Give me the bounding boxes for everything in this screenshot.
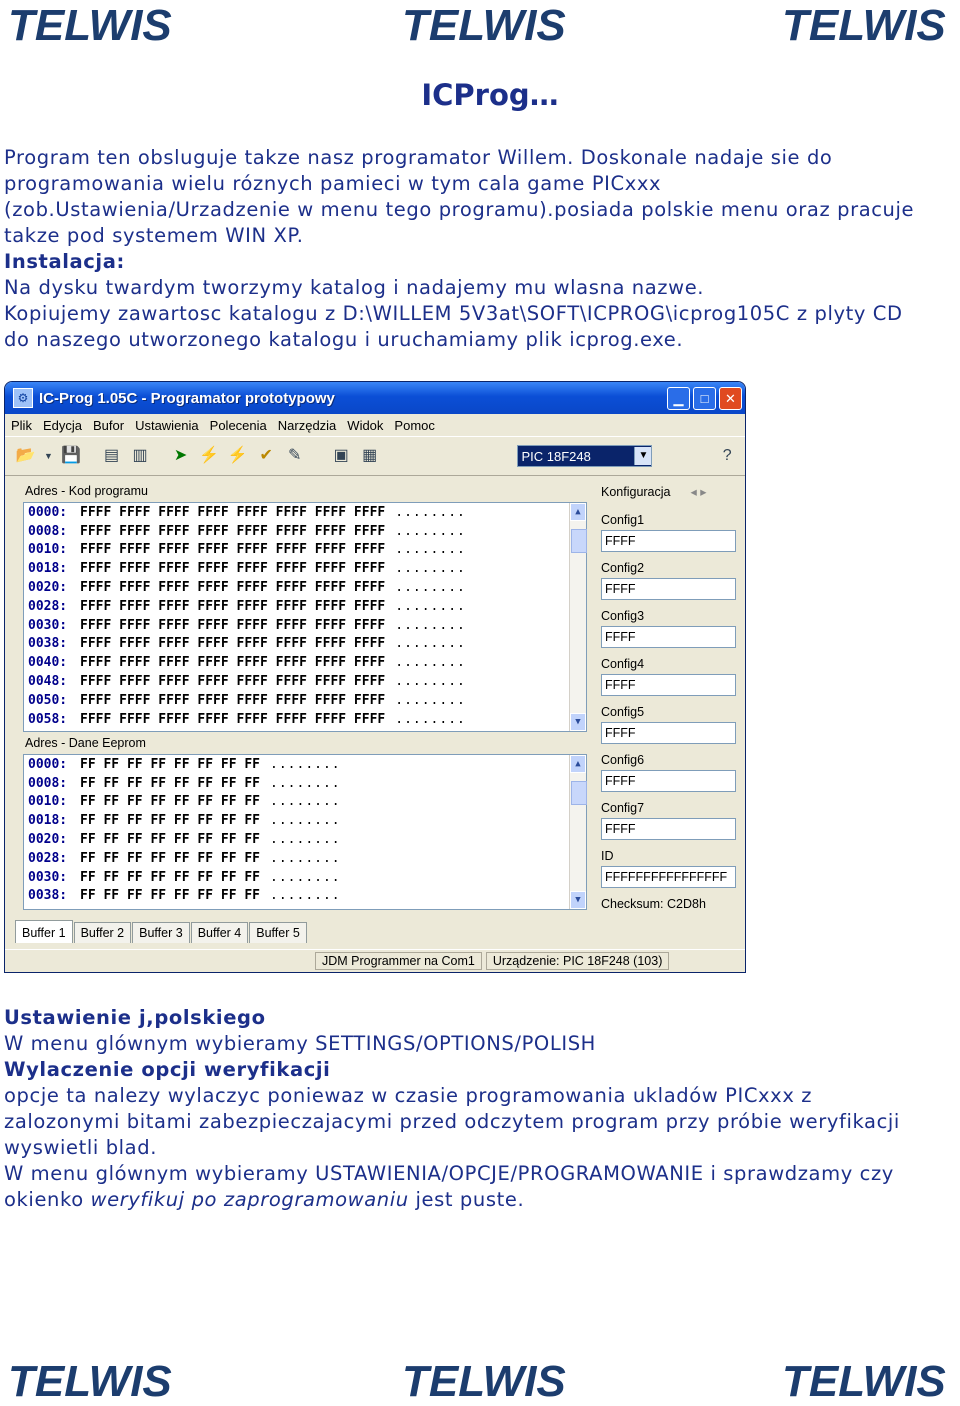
config-label: Config7	[601, 801, 645, 815]
device-select[interactable]	[517, 445, 652, 467]
row-data: FFFF FFFF FFFF FFFF FFFF FFFF FFFF FFFF	[80, 711, 386, 727]
row-address: 0048:	[28, 674, 68, 690]
config-label: ID	[601, 849, 614, 863]
row-address: 0008:	[28, 775, 68, 791]
row-ascii: ........	[270, 832, 341, 848]
read-chip-icon[interactable]: ▤	[104, 447, 120, 464]
scroll-down-icon[interactable]: ▼	[570, 891, 586, 909]
read-icon[interactable]: ➤	[173, 447, 188, 464]
scroll-down-icon[interactable]: ▼	[570, 713, 586, 731]
config-field[interactable]: FFFF	[601, 626, 736, 648]
table-row	[24, 793, 586, 812]
row-address: 0030:	[28, 617, 68, 633]
code-scrollbar[interactable]	[569, 503, 586, 731]
scroll-thumb[interactable]	[571, 529, 587, 553]
row-address: 0040:	[28, 655, 68, 671]
row-address: 0000:	[28, 504, 68, 520]
intro-line: (zob.Ustawienia/Urzadzenie w menu tego programu).posiada polskie menu oraz pracuje	[4, 198, 915, 221]
config-field[interactable]: FFFF	[601, 722, 736, 744]
row-ascii: ........	[395, 504, 466, 520]
row-address: 0038:	[28, 888, 68, 904]
table-row	[24, 868, 586, 887]
verify-line: opcje ta nalezy wylaczyc poniewaz w czasie programowania ukladów PICxxx z	[4, 1084, 813, 1107]
verify-line: W menu glównym wybieramy USTAWIENIA/OPCJE/PROGRAMOWANIE i sprawdzamy czy	[4, 1162, 894, 1185]
row-address: 0028:	[28, 598, 68, 614]
status-programmer: JDM Programmer na Com1	[315, 952, 482, 970]
row-address: 0010:	[28, 794, 68, 810]
row-data: FFFF FFFF FFFF FFFF FFFF FFFF FFFF FFFF	[80, 523, 386, 539]
checksum-label: Checksum: C2D8h	[601, 897, 706, 911]
row-ascii: ........	[395, 598, 466, 614]
verify-icon[interactable]: ✔	[259, 447, 273, 464]
install-line: Na dysku twardym tworzymy katalog i nadajemy mu wlasna nazwe.	[4, 276, 705, 299]
row-ascii: ........	[270, 756, 341, 772]
row-ascii: ........	[395, 636, 466, 652]
app-icon: ⚙	[13, 388, 33, 408]
intro-line: programowania wielu róznych pamieci w tym cala game PICxxx	[4, 172, 662, 195]
row-data: FF FF FF FF FF FF FF FF	[80, 756, 261, 772]
row-address: 0028:	[28, 850, 68, 866]
table-row	[24, 691, 586, 710]
row-data: FFFF FFFF FFFF FFFF FFFF FFFF FFFF FFFF	[80, 636, 386, 652]
row-data: FF FF FF FF FF FF FF FF	[80, 888, 261, 904]
lang-heading: Ustawienie j,polskiego	[4, 1006, 266, 1029]
open-folder-icon[interactable]: 📂	[15, 447, 36, 464]
buffer-tabs	[15, 922, 308, 943]
scroll-up-icon[interactable]: ▲	[570, 503, 586, 521]
row-data: FFFF FFFF FFFF FFFF FFFF FFFF FFFF FFFF	[80, 598, 386, 614]
brand-logo-left-footer: TELWIS	[8, 1357, 172, 1406]
table-row	[24, 887, 586, 906]
config-panel-label	[601, 482, 736, 502]
chevron-down-icon[interactable]: ▼	[634, 447, 651, 465]
row-ascii: ........	[395, 580, 466, 596]
row-ascii: ........	[395, 523, 466, 539]
row-ascii: ........	[270, 813, 341, 829]
row-address: 0000:	[28, 756, 68, 772]
row-address: 0010:	[28, 542, 68, 558]
config-field[interactable]: FFFFFFFFFFFFFFFF	[601, 866, 736, 888]
table-row	[24, 710, 586, 729]
eeprom-grid[interactable]	[23, 754, 587, 910]
menu-pomoc[interactable]: Pomoc	[394, 417, 435, 433]
view-hex-icon[interactable]: ▣	[333, 447, 349, 464]
config-title: Konfiguracja	[601, 485, 671, 499]
row-ascii: ........	[270, 794, 341, 810]
config-label: Config4	[601, 657, 645, 671]
brand-logo-right-footer: TELWIS	[782, 1357, 946, 1406]
last-line-italic: weryfikuj po zaprogramowaniu	[90, 1188, 409, 1211]
window-titlebar[interactable]	[5, 382, 745, 414]
row-data: FFFF FFFF FFFF FFFF FFFF FFFF FFFF FFFF	[80, 655, 386, 671]
row-ascii: ........	[395, 561, 466, 577]
row-data: FF FF FF FF FF FF FF FF	[80, 850, 261, 866]
view-asm-icon[interactable]: ▦	[362, 447, 378, 464]
verify-line: wyswietli blad.	[4, 1136, 158, 1159]
last-line-pre: okienko	[4, 1188, 91, 1211]
table-row	[24, 635, 586, 654]
config-label: Config3	[601, 609, 645, 623]
close-icon[interactable]: ✕	[719, 387, 742, 410]
erase-icon[interactable]: ⚡	[227, 447, 248, 464]
brand-logo-left: TELWIS	[8, 1, 172, 50]
row-address: 0050:	[28, 692, 68, 708]
row-data: FF FF FF FF FF FF FF FF	[80, 794, 261, 810]
tab-buffer-4[interactable]: Buffer 4	[191, 922, 249, 943]
row-ascii: ........	[270, 850, 341, 866]
table-row	[24, 755, 586, 774]
row-address: 0020:	[28, 580, 68, 596]
table-row	[24, 522, 586, 541]
config-field[interactable]: FFFF	[601, 770, 736, 792]
row-address: 0020:	[28, 832, 68, 848]
menu-edycja[interactable]: Edycja	[42, 417, 82, 433]
minimize-icon[interactable]: ▁	[667, 387, 690, 410]
table-row	[24, 672, 586, 691]
brand-logo-center-footer: TELWIS	[402, 1357, 566, 1406]
install-line: do naszego utworzonego katalogu i uruchamiamy plik icprog.exe.	[4, 328, 684, 351]
row-ascii: ........	[395, 655, 466, 671]
code-grid[interactable]	[23, 502, 587, 732]
blank-check-icon[interactable]: ✎	[287, 447, 302, 464]
row-address: 0058:	[28, 711, 68, 727]
program-icon[interactable]: ⚡	[199, 447, 220, 464]
brand-logo-right: TELWIS	[782, 1, 946, 50]
last-line-post: jest puste.	[408, 1188, 525, 1211]
settings-section	[4, 1005, 960, 1213]
row-data: FF FF FF FF FF FF FF FF	[80, 813, 261, 829]
table-row	[24, 559, 586, 578]
row-data: FFFF FFFF FFFF FFFF FFFF FFFF FFFF FFFF	[80, 561, 386, 577]
intro-line: Program ten obsluguje takze nasz programator Willem. Doskonale nadaje sie do	[4, 146, 833, 169]
config-label: Config1	[601, 513, 645, 527]
row-address: 0018:	[28, 561, 68, 577]
menu-widok[interactable]: Widok	[347, 417, 384, 433]
row-ascii: ........	[395, 711, 466, 727]
icprog-window	[4, 381, 746, 973]
device-select-value: PIC 18F248	[521, 448, 591, 464]
menu-ustawienia[interactable]: Ustawienia	[135, 417, 199, 433]
table-row	[24, 653, 586, 672]
scroll-up-icon[interactable]: ▲	[570, 755, 586, 773]
code-panel-label: Adres - Kod programu	[25, 484, 148, 498]
table-row	[24, 503, 586, 522]
help-icon[interactable]: ?	[722, 447, 732, 464]
install-line: Kopiujemy zawartosc katalogu z D:\WILLEM 5V3at\SOFT\ICPROG\icprog105C z plyty CD	[4, 302, 903, 325]
menu-bar	[5, 414, 745, 436]
row-data: FFFF FFFF FFFF FFFF FFFF FFFF FFFF FFFF	[80, 617, 386, 633]
tab-buffer-1[interactable]: Buffer 1	[15, 920, 73, 943]
row-data: FFFF FFFF FFFF FFFF FFFF FFFF FFFF FFFF	[80, 542, 386, 558]
table-row	[24, 597, 586, 616]
config-field[interactable]: FFFF	[601, 674, 736, 696]
dropdown-arrow-icon[interactable]: ▼	[43, 451, 53, 461]
eeprom-scrollbar[interactable]	[569, 755, 586, 909]
row-data: FFFF FFFF FFFF FFFF FFFF FFFF FFFF FFFF	[80, 692, 386, 708]
install-heading: Instalacja:	[4, 250, 125, 273]
row-data: FF FF FF FF FF FF FF FF	[80, 869, 261, 885]
row-ascii: ........	[395, 617, 466, 633]
brand-logo-center: TELWIS	[402, 1, 566, 50]
chevron-left-right-icon[interactable]: ◂ ▸	[690, 485, 707, 499]
config-panel	[601, 482, 736, 914]
intro-line: takze pod systemem WIN XP.	[4, 224, 304, 247]
tab-buffer-5[interactable]: Buffer 5	[249, 922, 307, 943]
row-ascii: ........	[270, 869, 341, 885]
config-label: Config5	[601, 705, 645, 719]
config-field[interactable]: FFFF	[601, 818, 736, 840]
lang-line: W menu glównym wybieramy SETTINGS/OPTIONS/POLISH	[4, 1032, 596, 1055]
tab-buffer-2[interactable]: Buffer 2	[74, 922, 132, 943]
row-data: FF FF FF FF FF FF FF FF	[80, 775, 261, 791]
row-ascii: ........	[270, 775, 341, 791]
table-row	[24, 774, 586, 793]
menu-polecenia[interactable]: Polecenia	[209, 417, 267, 433]
program-chip-icon[interactable]: ▥	[132, 447, 148, 464]
verify-heading: Wylaczenie opcji weryfikacji	[4, 1058, 331, 1081]
row-data: FFFF FFFF FFFF FFFF FFFF FFFF FFFF FFFF	[80, 580, 386, 596]
scroll-thumb[interactable]	[571, 781, 587, 805]
table-row	[24, 578, 586, 597]
status-bar	[5, 949, 745, 972]
intro-section	[4, 145, 960, 353]
row-data: FFFF FFFF FFFF FFFF FFFF FFFF FFFF FFFF	[80, 674, 386, 690]
status-device: Urządzenie: PIC 18F248 (103)	[486, 952, 670, 970]
config-field[interactable]: FFFF	[601, 530, 736, 552]
table-row	[24, 849, 586, 868]
config-label: Config6	[601, 753, 645, 767]
config-field[interactable]: FFFF	[601, 578, 736, 600]
config-label: Config2	[601, 561, 645, 575]
menu-plik[interactable]: Plik	[11, 417, 32, 433]
row-ascii: ........	[395, 674, 466, 690]
row-address: 0030:	[28, 869, 68, 885]
menu-bufor[interactable]: Bufor	[92, 417, 125, 433]
row-data: FF FF FF FF FF FF FF FF	[80, 832, 261, 848]
save-icon[interactable]: 💾	[61, 447, 82, 464]
row-data: FFFF FFFF FFFF FFFF FFFF FFFF FFFF FFFF	[80, 504, 386, 520]
table-row	[24, 811, 586, 830]
maximize-icon[interactable]: □	[693, 387, 716, 410]
page-title: ICProg…	[421, 78, 559, 112]
window-title: IC-Prog 1.05C - Programator prototypowy	[39, 389, 335, 407]
tab-buffer-3[interactable]: Buffer 3	[132, 922, 190, 943]
row-address: 0018:	[28, 813, 68, 829]
eeprom-panel-label: Adres - Dane Eeprom	[25, 736, 146, 750]
row-ascii: ........	[395, 542, 466, 558]
row-ascii: ........	[395, 692, 466, 708]
row-address: 0008:	[28, 523, 68, 539]
menu-narzedzia[interactable]: Narzędzia	[277, 417, 337, 433]
verify-line: zalozonymi bitami zabezpieczajacymi przed odczytem program przy próbie weryfikacji	[4, 1110, 900, 1133]
toolbar	[5, 436, 745, 476]
table-row	[24, 830, 586, 849]
row-address: 0038:	[28, 636, 68, 652]
row-ascii: ........	[270, 888, 341, 904]
verify-last-line	[4, 1187, 960, 1213]
table-row	[24, 541, 586, 560]
table-row	[24, 616, 586, 635]
